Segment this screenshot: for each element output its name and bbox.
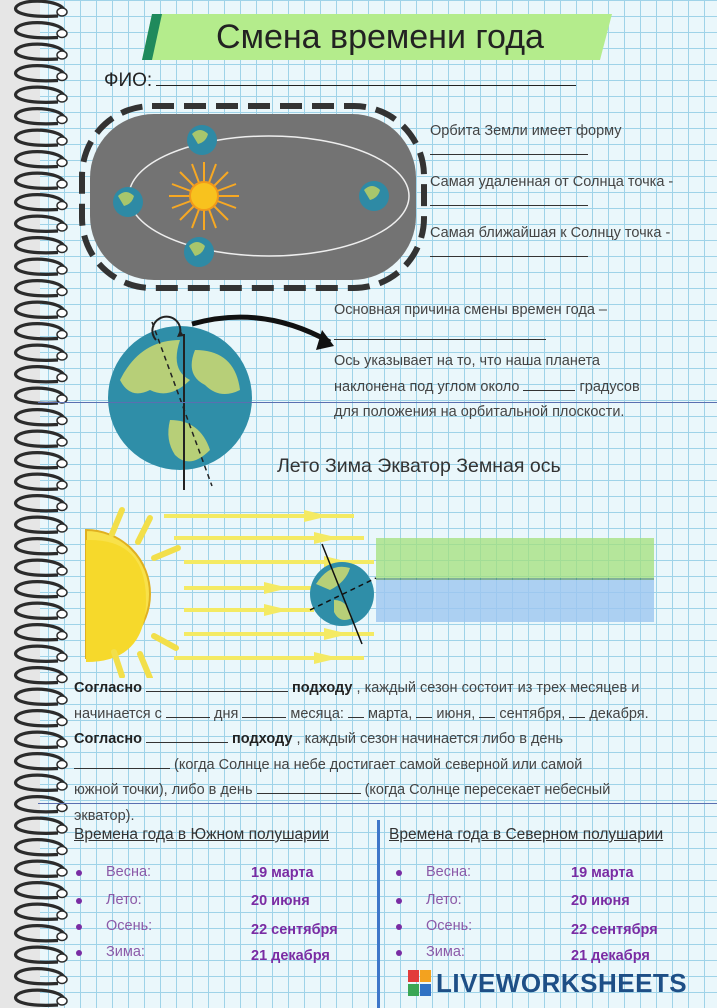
binding-hole [57, 51, 67, 59]
binding-hole [57, 718, 67, 726]
answer-blank[interactable] [416, 705, 432, 718]
answer-blank[interactable] [430, 140, 588, 155]
binding-hole [57, 653, 67, 661]
answer-blank[interactable] [166, 705, 210, 718]
answer-blank[interactable] [242, 705, 286, 718]
binding-hole [57, 696, 67, 704]
binding-hole [57, 890, 67, 898]
binding-hole [57, 481, 67, 489]
binding-hole [57, 675, 67, 683]
binding-hole [57, 589, 67, 597]
bullet-icon [396, 924, 402, 930]
binding-hole [57, 997, 67, 1005]
earth-icon [113, 187, 143, 217]
answer-blank[interactable] [430, 191, 588, 206]
axis-text: Основная причина смены времен года – Ось указывает на то, что наша планета наклонена под углом около градусов для положения на орбитальной плоскости. [334, 302, 640, 420]
binding-hole [57, 610, 67, 618]
bullet-icon [76, 870, 82, 876]
bullet-icon [76, 924, 82, 930]
binding-hole [57, 632, 67, 640]
answer-blank[interactable] [146, 679, 288, 692]
bullet-icon [76, 898, 82, 904]
binding-hole [57, 331, 67, 339]
binding-hole [57, 524, 67, 532]
orbit-diagram [74, 96, 434, 296]
binding-hole [57, 438, 67, 446]
orbit-question-3: Самая ближайшая к Солнцу точка - [430, 224, 715, 257]
answer-blank[interactable] [334, 327, 546, 340]
binding-hole [57, 374, 67, 382]
binding-hole [57, 309, 67, 317]
binding-hole [57, 180, 67, 188]
fio-blank[interactable] [156, 71, 576, 86]
binding-hole [57, 288, 67, 296]
orbit-question-1: Орбита Земли имеет форму [430, 122, 715, 155]
column-divider [377, 820, 380, 1008]
binding-hole [57, 417, 67, 425]
binding-hole [57, 739, 67, 747]
spiral-binding [0, 0, 72, 1008]
binding-hole [57, 460, 67, 468]
binding-hole [57, 567, 67, 575]
answer-blank[interactable] [479, 705, 495, 718]
bullet-icon [396, 898, 402, 904]
binding-hole [57, 933, 67, 941]
approach-paragraph: Согласно подходу , каждый сезон состоит из трех месяцев и начинается с дня месяца: марта, июня, сентября, декабря. Согласно подходу , каждый сезон начинается либо в день (когда Солнце на небе достигает самой северной или самой южной точки), либо в день (когда Солнце пересекает небесный экватор). [74, 680, 649, 824]
south-title: Времена года в Южном полушарии [74, 826, 330, 843]
binding-hole [57, 73, 67, 81]
binding-hole [57, 954, 67, 962]
binding-hole [57, 266, 67, 274]
binding-hole [57, 352, 67, 360]
logo-icon [408, 968, 432, 998]
bullet-icon [76, 950, 82, 956]
binding-hole [57, 782, 67, 790]
binding-hole [57, 94, 67, 102]
fio-field [104, 70, 576, 92]
divider [38, 803, 717, 804]
orbit-question-2: Самая удаленная от Солнца точка - [430, 173, 715, 206]
answer-blank[interactable] [74, 756, 170, 769]
word-bank: Лето Зима Экватор Земная ось [277, 455, 561, 477]
binding-hole [57, 804, 67, 812]
binding-hole [57, 503, 67, 511]
binding-hole [57, 825, 67, 833]
answer-blank[interactable] [146, 730, 228, 743]
earth-icon [359, 181, 389, 211]
answer-blank[interactable] [569, 705, 585, 718]
earth-icon [187, 125, 217, 155]
bullet-icon [396, 950, 402, 956]
earth-icon [184, 237, 214, 267]
binding-hole [57, 137, 67, 145]
fio-label: ФИО: [104, 70, 153, 91]
binding-hole [57, 847, 67, 855]
binding-hole [57, 911, 67, 919]
binding-hole [57, 976, 67, 984]
binding-hole [57, 761, 67, 769]
binding-hole [57, 8, 67, 16]
binding-hole [57, 868, 67, 876]
sun-rays-diagram [84, 498, 664, 678]
binding-hole [57, 202, 67, 210]
answer-blank[interactable] [523, 378, 575, 391]
binding-hole [57, 245, 67, 253]
page-title: Смена времени года [216, 18, 544, 56]
binding-hole [57, 223, 67, 231]
answer-blank[interactable] [348, 705, 364, 718]
binding-hole [57, 546, 67, 554]
divider [38, 402, 717, 403]
binding-hole [57, 159, 67, 167]
north-title: Времена года в Северном полушарии [389, 826, 664, 843]
answer-blank[interactable] [257, 781, 361, 794]
answer-blank[interactable] [430, 242, 588, 257]
binding-hole [57, 116, 67, 124]
binding-hole [57, 30, 67, 38]
bullet-icon [396, 870, 402, 876]
